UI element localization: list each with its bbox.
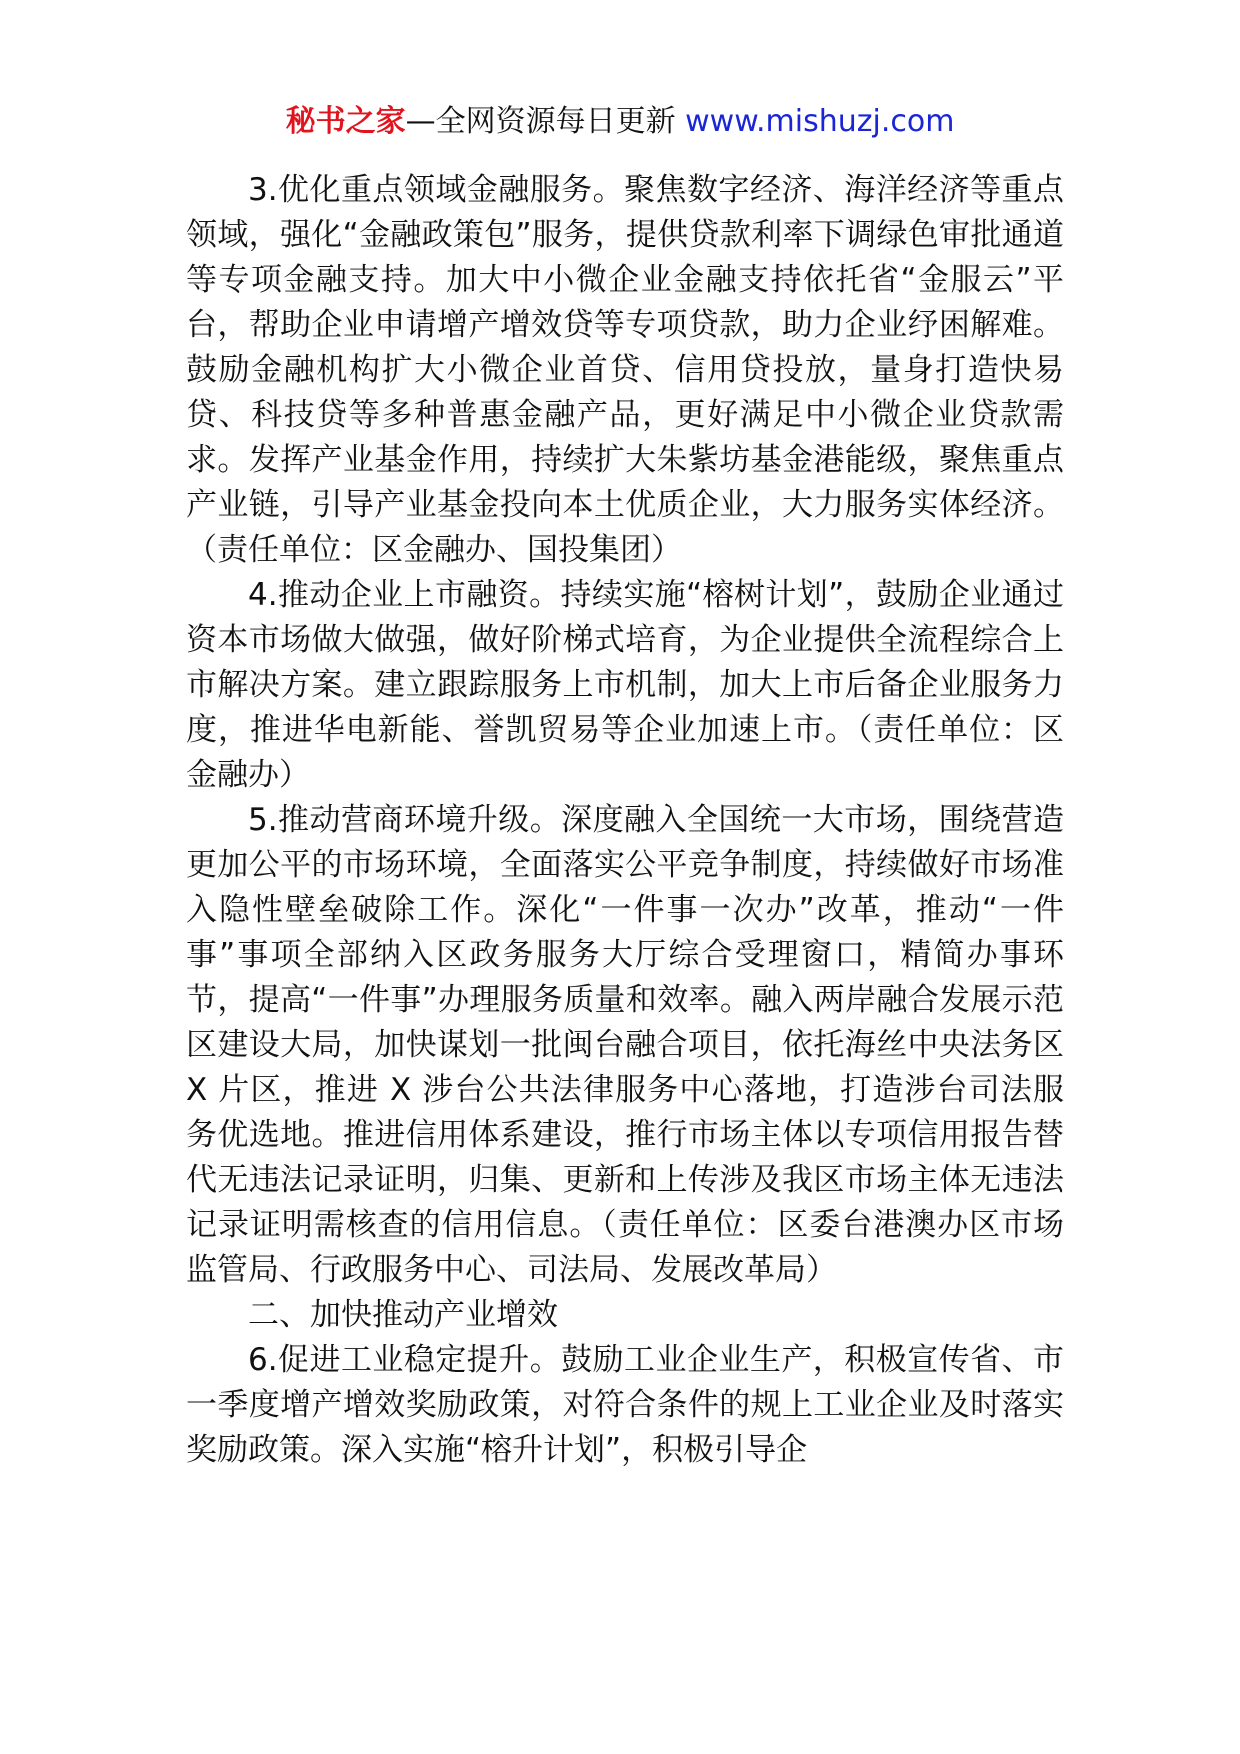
brand-name: 秘书之家 — [285, 104, 406, 139]
paragraph-3-finance-services: 3.优化重点领域金融服务。聚焦数字经济、海洋经济等重点领域，强化“金融政策包”服务，提供贷款利率下调绿色审批通道等专项金融支持。加大中小微企业金融支持依托省“金服云”平台，帮助企业申请增产增效贷等专项贷款，助力企业纾困解难。鼓励金融机构扩大小微企业首贷、信用贷投放，量身打造快易贷、科技贷等多种普惠金融产品，更好满足中小微企业贷款需求。发挥产业基金作用，持续扩大朱紫坊基金港能级，聚焦重点产业链，引导产业基金投向本土优质企业，大力服务实体经济。（责任单位：区金融办、国投集团） — [186, 172, 1064, 568]
paragraph-6-industry: 6.促进工业稳定提升。鼓励工业企业生产，积极宣传省、市一季度增产增效奖励政策，对符合条件的规上工业企业及时落实奖励政策。深入实施“榕升计划”，积极引导企 — [186, 1342, 1064, 1468]
paragraph-5-business-environment: 5.推动营商环境升级。深度融入全国统一大市场，围绕营造更加公平的市场环境，全面落实公平竞争制度，持续做好市场准入隐性壁垒破除工作。深化“一件事一次办”改革，推动“一件事”事项全部纳入区政务服务大厅综合受理窗口，精简办事环节，提高“一件事”办理服务质量和效率。融入两岸融合发展示范区建设大局，加快谋划一批闽台融合项目，依托海丝中央法务区 X 片区，推进 X 涉台公共法律服务中心落地，打造涉台司法服务优选地。推进信用体系建设，推行市场主体以专项信用报告替代无违法记录证明，归集、更新和上传涉及我区市场主体无违法记录证明需核查的信用信息。（责任单位：区委台港澳办区市场监管局、行政服务中心、司法局、发展改革局） — [186, 802, 1064, 1288]
section-heading: 二、加快推动产业增效 — [248, 1297, 558, 1333]
header-tagline: —全网资源每日更新 — [405, 104, 686, 139]
paragraph-4-listing-financing: 4.推动企业上市融资。持续实施“榕树计划”，鼓励企业通过资本市场做大做强，做好阶梯式培育，为企业提供全流程综合上市解决方案。建立跟踪服务上市机制，加大上市后备企业服务力度，推进华电新能、誉凯贸易等企业加速上市。（责任单位：区金融办） — [186, 577, 1064, 793]
site-url-link[interactable]: www.mishuzj.com — [685, 104, 955, 139]
document-body — [186, 168, 1064, 1473]
page-header — [0, 100, 1240, 144]
